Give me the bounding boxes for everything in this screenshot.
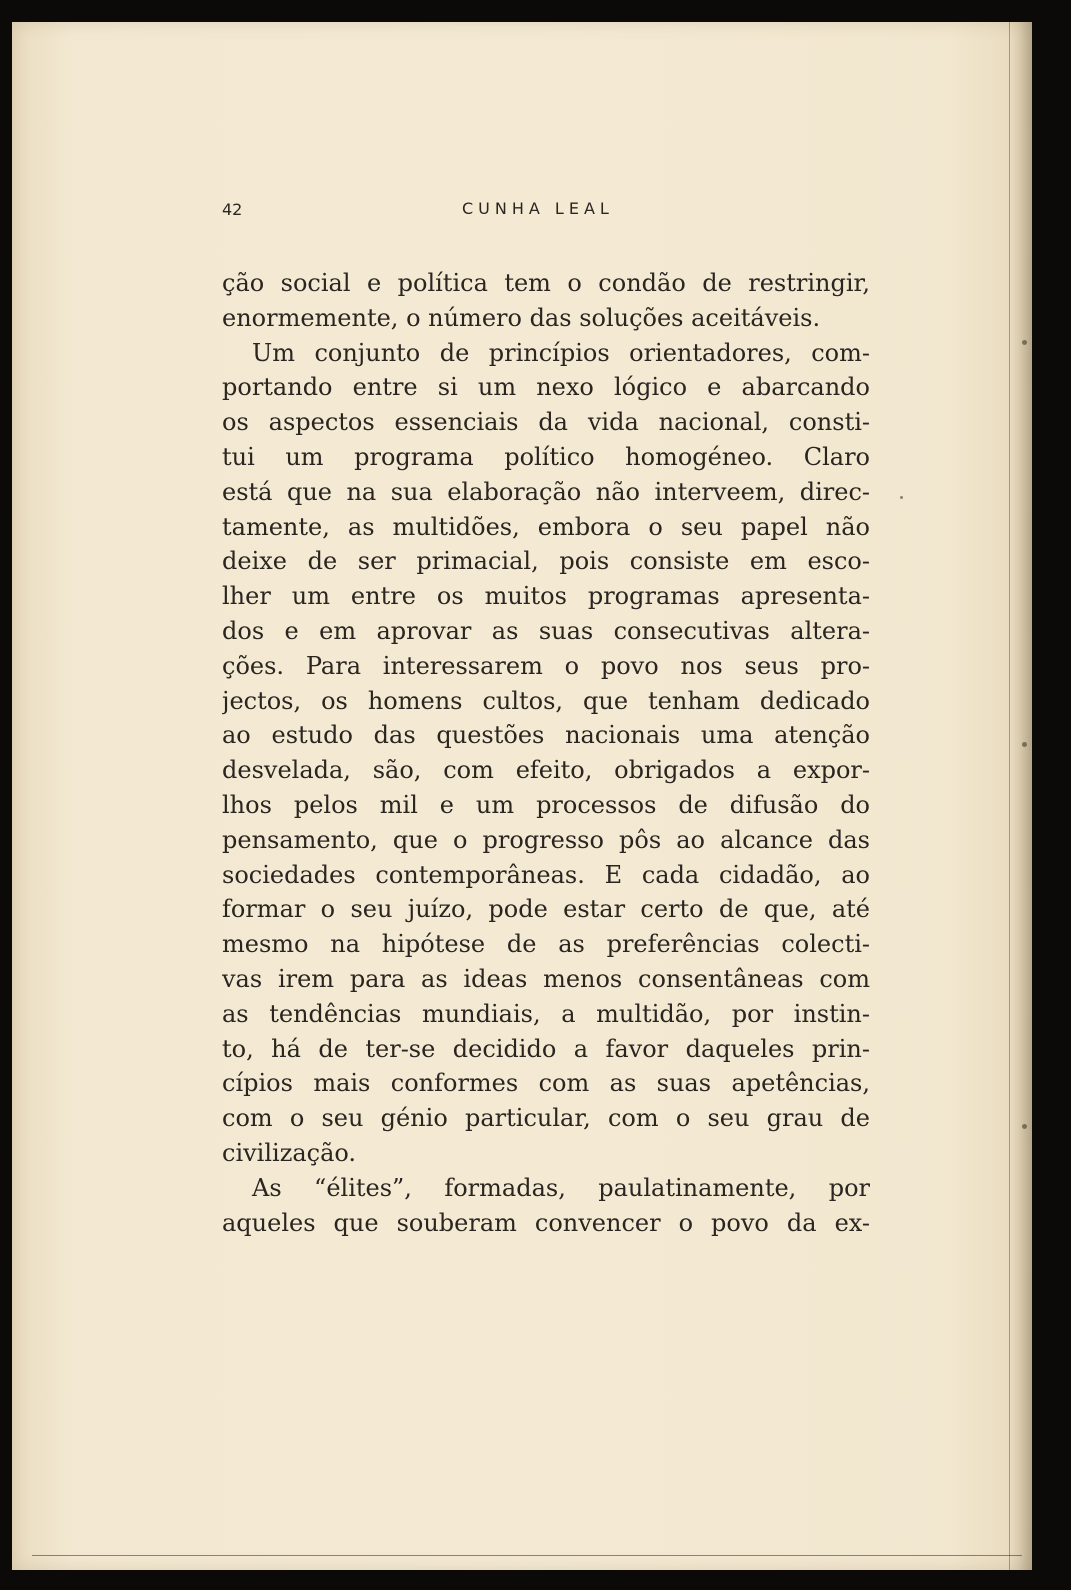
page-number: 42 bbox=[222, 200, 243, 219]
text-line: dos e em aprovar as suas consecutivas altera- bbox=[222, 616, 870, 645]
text-line: vas irem para as ideas menos consentâneas com bbox=[222, 964, 870, 993]
paper-speck bbox=[1022, 340, 1027, 345]
text-line: os aspectos essenciais da vida nacional, consti- bbox=[222, 408, 870, 437]
text-line: enormemente, o número das soluções aceitáveis. bbox=[222, 303, 821, 332]
running-header bbox=[222, 196, 870, 224]
paper-speck bbox=[1022, 1124, 1027, 1129]
paper-speck bbox=[900, 496, 903, 499]
text-line: com o seu génio particular, com o seu grau de bbox=[222, 1104, 870, 1133]
text-line: aqueles que souberam convencer o povo da ex- bbox=[222, 1208, 870, 1237]
text-line: tui um programa político homogéneo. Claro bbox=[222, 442, 870, 471]
text-line: ções. Para interessarem o povo nos seus pro- bbox=[222, 651, 870, 680]
text-line: As “élites”, formadas, paulatinamente, por bbox=[252, 1173, 870, 1202]
text-line: está que na sua elaboração não interveem, direc- bbox=[222, 477, 870, 506]
paper-speck bbox=[1022, 742, 1027, 747]
text-line: as tendências mundiais, a multidão, por instin- bbox=[222, 999, 870, 1028]
text-line: formar o seu juízo, pode estar certo de que, até bbox=[222, 895, 870, 924]
text-line: Um conjunto de princípios orientadores, com- bbox=[252, 338, 870, 367]
text-line: ao estudo das questões nacionais uma atenção bbox=[222, 721, 870, 750]
page-bottom-edge bbox=[32, 1555, 1022, 1556]
page-edge-shadow bbox=[1009, 22, 1032, 1570]
text-line: lher um entre os muitos programas apresenta- bbox=[222, 582, 870, 611]
body-text bbox=[222, 266, 870, 1240]
text-line: tamente, as multidões, embora o seu papel não bbox=[222, 512, 870, 541]
text-line: jectos, os homens cultos, que tenham dedicado bbox=[222, 686, 870, 715]
text-line: to, há de ter-se decidido a favor daqueles prin- bbox=[222, 1034, 870, 1063]
text-line: mesmo na hipótese de as preferências colecti- bbox=[222, 930, 870, 959]
text-line: ção social e política tem o condão de restringir, bbox=[222, 269, 870, 297]
running-title: CUNHA LEAL bbox=[462, 199, 614, 218]
text-line: cípios mais conformes com as suas apetências, bbox=[222, 1069, 870, 1098]
text-line: civilização. bbox=[222, 1138, 357, 1167]
text-line: pensamento, que o progresso pôs ao alcance das bbox=[222, 825, 870, 854]
text-line: portando entre si um nexo lógico e abarcando bbox=[222, 373, 870, 402]
text-line: lhos pelos mil e um processos de difusão do bbox=[222, 790, 870, 819]
text-line: deixe de ser primacial, pois consiste em esco- bbox=[222, 547, 870, 576]
text-line: desvelada, são, com efeito, obrigados a expor- bbox=[222, 756, 870, 785]
text-line: sociedades contemporâneas. E cada cidadão, ao bbox=[222, 860, 870, 889]
